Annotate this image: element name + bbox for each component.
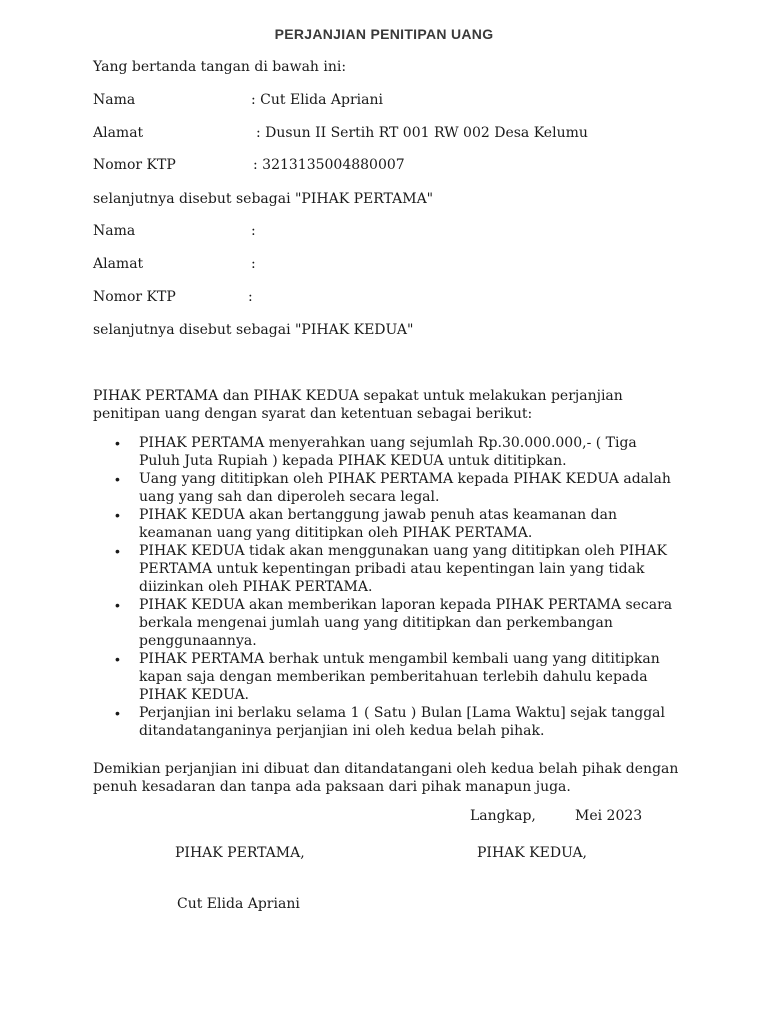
first-party-ktp-label: Nomor KTP <box>93 157 176 173</box>
second-party-name-value: : <box>251 223 256 239</box>
intro-text: Yang bertanda tangan di bawah ini: <box>93 59 347 75</box>
first-party-ktp-value: : 3213135004880007 <box>253 157 405 173</box>
bullet-icon: • <box>115 507 120 523</box>
term-text: PIHAK PERTAMA berhak untuk mengambil kembali uang yang dititipkan kapan saja dengan memberikan pemberitahuan terlebih dahulu kepada PIHAK KEDUA. <box>139 651 660 703</box>
terms-list <box>93 434 678 740</box>
document-title: PERJANJIAN PENITIPAN UANG <box>274 26 494 42</box>
term-text: PIHAK PERTAMA menyerahkan uang sejumlah Rp.30.000.000,- ( Tiga Puluh Juta Rupiah ) kepada PIHAK KEDUA untuk dititipkan. <box>139 435 637 469</box>
term-text: Perjanjian ini berlaku selama 1 ( Satu ) Bulan [Lama Waktu] sejak tanggal ditandatanganinya perjanjian ini oleh kedua belah pihak. <box>139 705 665 739</box>
bullet-icon: • <box>115 543 120 559</box>
second-party-ktp-label: Nomor KTP <box>93 289 176 305</box>
list-item <box>93 542 678 596</box>
term-text: PIHAK KEDUA akan memberikan laporan kepada PIHAK PERTAMA secara berkala mengenai jumlah uang yang dititipkan dan perkembangan penggunaannya. <box>139 597 673 649</box>
term-text: PIHAK KEDUA tidak akan menggunakan uang yang dititipkan oleh PIHAK PERTAMA untuk kepentingan pribadi atau kepentingan lain yang tidak diizinkan oleh PIHAK PERTAMA. <box>139 543 667 595</box>
list-item <box>93 470 678 506</box>
second-party-designation: selanjutnya disebut sebagai "PIHAK KEDUA" <box>93 322 414 338</box>
bullet-icon: • <box>115 651 120 667</box>
list-item <box>93 434 678 470</box>
term-text: PIHAK KEDUA akan bertanggung jawab penuh atas keamanan dan keamanan uang yang dititipkan oleh PIHAK PERTAMA. <box>139 507 617 541</box>
second-party-address-value: : <box>251 256 256 272</box>
list-item <box>93 506 678 542</box>
first-party-name-label: Nama <box>93 92 136 108</box>
signature-left-label: PIHAK PERTAMA, <box>175 845 305 861</box>
list-item <box>93 704 678 740</box>
place-text: Langkap, <box>470 808 536 824</box>
first-party-address-value: : Dusun II Sertih RT 001 RW 002 Desa Kelumu <box>256 125 588 141</box>
agreement-intro: PIHAK PERTAMA dan PIHAK KEDUA sepakat untuk melakukan perjanjian penitipan uang dengan syarat dan ketentuan sebagai berikut: <box>93 388 623 422</box>
list-item <box>93 650 678 704</box>
first-party-designation: selanjutnya disebut sebagai "PIHAK PERTAMA" <box>93 191 434 207</box>
second-party-address-label: Alamat <box>93 256 144 272</box>
signature-right-label: PIHAK KEDUA, <box>477 845 588 861</box>
list-item <box>93 596 678 650</box>
date-text: Mei 2023 <box>575 808 643 824</box>
bullet-icon: • <box>115 597 120 613</box>
first-party-address-label: Alamat <box>93 125 144 141</box>
bullet-icon: • <box>115 705 120 721</box>
second-party-name-label: Nama <box>93 223 136 239</box>
first-party-name-value: : Cut Elida Apriani <box>251 92 383 108</box>
bullet-icon: • <box>115 435 120 451</box>
bullet-icon: • <box>115 471 120 487</box>
term-text: Uang yang dititipkan oleh PIHAK PERTAMA kepada PIHAK KEDUA adalah uang yang sah dan diperoleh secara legal. <box>139 471 671 505</box>
signature-left-name: Cut Elida Apriani <box>177 896 300 912</box>
second-party-ktp-value: : <box>248 289 253 305</box>
closing-paragraph: Demikian perjanjian ini dibuat dan ditandatangani oleh kedua belah pihak dengan penuh kesadaran dan tanpa ada paksaan dari pihak manapun juga. <box>93 761 679 795</box>
